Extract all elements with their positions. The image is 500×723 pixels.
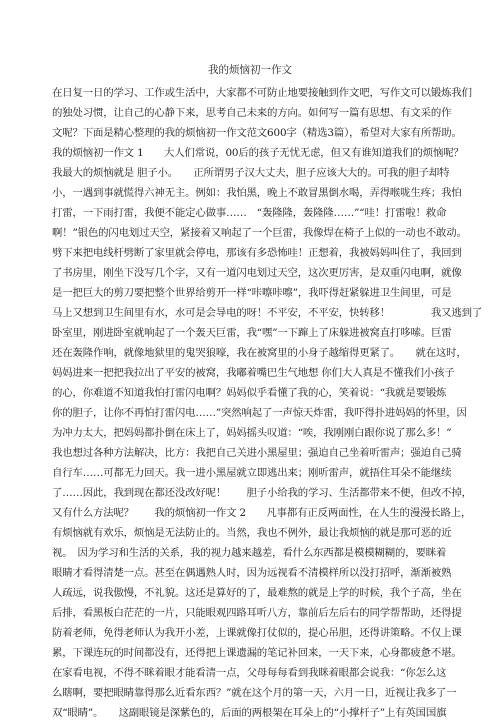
document-line: 自行车……可都无力回天。我一进小黑屋就立即逃出来；刚听雷声，就捂住耳朵不能继续 bbox=[52, 467, 452, 479]
document-line: 又有什么方法呢？ 我的烦恼初一作文 2 凡事都有正反两面性，在人生的漫漫长路上， bbox=[52, 507, 472, 519]
document-line: 了……因此，我到现在都还没改好呢！ 胆子小给我的学习、生活都带来不便，但改不掉， bbox=[52, 487, 472, 499]
document-line: 双“眼睛”。 这副眼镜是深紫色的，后面的两根架在耳朵上的“小撑杆子”上有英国国旗 bbox=[52, 707, 447, 719]
document-line: 妈妈进来一把把我拉出了平安的被窝，我嘟着嘴巴生气地想 你们大人真是不懂我们小孩子 bbox=[52, 367, 455, 379]
document-line: 打雷，一下雨打雷，我便不能定心做事…… “轰隆隆，轰隆隆……”“哇！打雷啦！救命 bbox=[52, 207, 447, 219]
document-line: 有烦恼就有欢乐，烦恼是无法防止的。当然，我也不例外，最让我烦恼的就是那可恶的近 bbox=[52, 527, 452, 539]
document-line: 视。 因为学习和生活的关系，我的视力越来越差，看什么东西都是模模糊糊的，要眯着 bbox=[52, 547, 447, 559]
document-line: 是一把巨大的剪刀要把整个世界给剪开一样“咔嚓咔嚓”，我吓得赶紧躲进卫生间里，可是 bbox=[52, 287, 452, 299]
document-line: 累，下课连玩的时间都没有，还得把上课遗漏的笔记补回来，一天下来，心身都疲惫不堪。 bbox=[52, 647, 462, 659]
document-line: 后排，看黑板白茫茫的一片，只能眼观四路耳听八方，靠前后左后右的同学帮帮助，还得提 bbox=[52, 607, 462, 619]
document-line: 啊！”银色的闪电划过天空，紧接着又响起了一个巨雷，我像焊在椅子上似的一动也不敢动。 bbox=[52, 227, 467, 239]
document-line: 人疏远，说我傲慢，不礼貌。这还是算好的了，最难熬的就是上学的时候，我个子高，坐在 bbox=[52, 587, 462, 599]
document-line: 在日复一日的学习、工作或生活中，大家都不可防止地要接触到作文吧，写作文可以锻炼我们 bbox=[52, 87, 472, 99]
document-line: 我也想过各种方法解决，比方：我把自己关进小黑屋里；强迫自己坐着听雷声；强迫自己骑 bbox=[52, 447, 462, 459]
document-line: 的独处习惯，让自己的心静下来，思考自己未来的方向。如何写一篇有思想、有文采的作 bbox=[52, 107, 452, 119]
document-line: 在家看电视，不得不眯着眼才能看清一点，父母每每看到我眯着眼都会说我：“你怎么这 bbox=[52, 667, 447, 679]
document-title: 我的烦恼初一作文 bbox=[208, 64, 292, 76]
document-line: 劈下来把电线杆劈断了家里就会停电，那该有多恐怖哇！正想着，我被妈妈叫住了，我回到 bbox=[52, 247, 462, 259]
document-line: 文呢？下面是精心整理的我的烦恼初一作文范文600字（精选3篇），希望对大家有所帮助。 bbox=[52, 127, 462, 139]
document-line: 防着老师，免得老师认为我开小差，上课就像打仗似的，提心吊胆，还得讲策略。不仅上课 bbox=[52, 627, 462, 639]
document-line: 为冲力太大，把妈妈都扑倒在床上了，妈妈摇头叹道：“唉，我刚刚白跟你说了那么多！” bbox=[52, 427, 452, 439]
document-body bbox=[52, 83, 483, 719]
document-line: 眼睛才看得清楚一点。甚至在偶遇熟人时，因为远视看不清模样所以没打招呼，渐渐被熟 bbox=[52, 567, 452, 579]
document-line: 我最大的烦恼就是 胆子小。 正所谓男子汉大丈夫，胆子应该大大的。可我的胆子却特 bbox=[52, 167, 450, 179]
document-line: 马上又想到卫生间里有水，水可是会导电的呀！不平安，不平安，快转移！ 我又逃到了 bbox=[52, 307, 483, 319]
document-line: 我的烦恼初一作文 1 大人们常说，00后的孩子无忧无虑，但又有谁知道我们的烦恼呢？ bbox=[52, 147, 464, 159]
document-line: 的心，你难道不知道我怕打雷闪电啊？妈妈似乎看懂了我的心，笑着说：“我就是要锻炼 bbox=[52, 387, 447, 399]
document-line: 小，一遇到事就慌得六神无主。例如：我怕黑，晚上不敢冒黑倒水喝，弄得喉咙生疼；我怕 bbox=[52, 187, 462, 199]
document-line: 么瞎啊，要把眼睛靠得那么近看东西？”就在这个月的第一天，六月一日，近视让我多了一 bbox=[52, 687, 457, 699]
document-line: 你的胆子，让你不再怕打雷闪电……”突然响起了一声惊天炸雷，我吓得扑进妈妈的怀里，因 bbox=[52, 407, 467, 419]
document-line: 了书房里，刚坐下没写几个字，又有一道闪电划过天空，这次更厉害，是双重闪电啊，就像 bbox=[52, 267, 462, 279]
document-line: 还在轰隆作响，就像地狱里的鬼哭狼嚎，我在被窝里的小身子越缩得更紧了。 就在这时， bbox=[52, 347, 467, 359]
document-line: 卧室里，刚进卧室就响起了一个轰天巨雷，我“嘿”一下蹿上了床躲进被窝直打哆嗦。巨雷 bbox=[52, 327, 452, 339]
